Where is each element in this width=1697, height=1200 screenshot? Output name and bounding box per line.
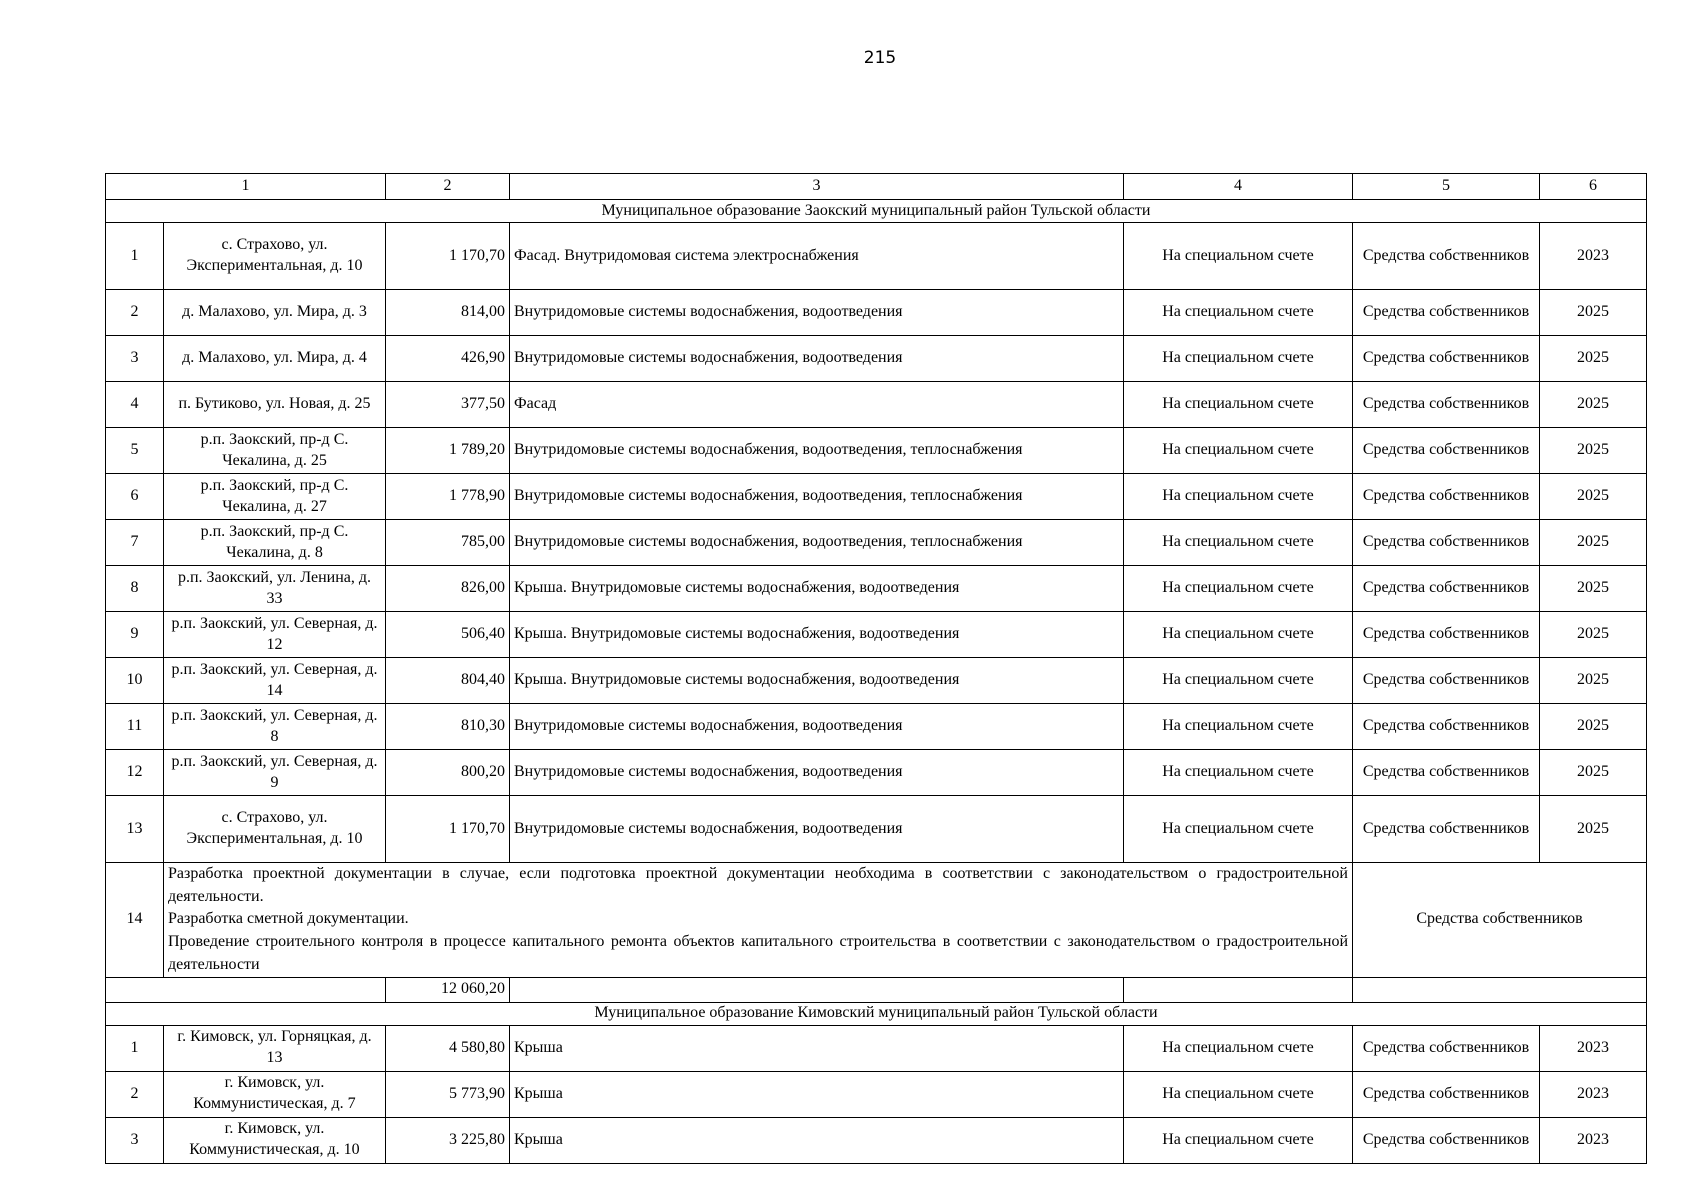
amount-cell: 800,20 [386, 750, 510, 796]
year-cell: 2025 [1540, 704, 1647, 750]
row-number: 2 [106, 1071, 164, 1117]
works-cell: Внутридомовые системы водоснабжения, водоотведения [510, 336, 1124, 382]
method-cell: На специальном счете [1124, 1071, 1353, 1117]
table-row [106, 223, 1647, 290]
row-number: 4 [106, 382, 164, 428]
source-cell: Средства собственников [1353, 290, 1540, 336]
source-cell: Средства собственников [1353, 1025, 1540, 1071]
year-cell: 2025 [1540, 520, 1647, 566]
amount-cell: 810,30 [386, 704, 510, 750]
address-cell: г. Кимовск, ул. Горняцкая, д. 13 [164, 1025, 386, 1071]
source-cell: Средства собственников [1353, 750, 1540, 796]
note-row [106, 863, 1647, 978]
works-cell: Внутридомовые системы водоснабжения, водоотведения, теплоснабжения [510, 474, 1124, 520]
address-cell: д. Малахово, ул. Мира, д. 4 [164, 336, 386, 382]
empty-cell [1353, 977, 1647, 1002]
amount-cell: 506,40 [386, 612, 510, 658]
table-row [106, 658, 1647, 704]
amount-cell: 785,00 [386, 520, 510, 566]
source-cell: Средства собственников [1353, 658, 1540, 704]
year-cell: 2025 [1540, 382, 1647, 428]
note-line: Проведение строительного контроля в процессе капитального ремонта объектов капитального строительства в соответствии с законодательством о градостроительной деятельности [168, 933, 1348, 973]
year-cell: 2025 [1540, 428, 1647, 474]
table-row [106, 566, 1647, 612]
table-row [106, 796, 1647, 863]
empty-cell [510, 977, 1124, 1002]
empty-cell [1124, 977, 1353, 1002]
amount-cell: 426,90 [386, 336, 510, 382]
method-cell: На специальном счете [1124, 520, 1353, 566]
row-number: 8 [106, 566, 164, 612]
amount-cell: 804,40 [386, 658, 510, 704]
works-cell: Внутридомовые системы водоснабжения, водоотведения [510, 290, 1124, 336]
source-cell: Средства собственников [1353, 1071, 1540, 1117]
header-cell: 5 [1353, 174, 1540, 200]
works-cell: Крыша. Внутридомовые системы водоснабжения, водоотведения [510, 658, 1124, 704]
year-cell: 2023 [1540, 1025, 1647, 1071]
source-cell: Средства собственников [1353, 428, 1540, 474]
section-title: Муниципальное образование Заокский муниципальный район Тульской области [106, 200, 1647, 223]
table-row [106, 1117, 1647, 1163]
note-source: Средства собственников [1353, 863, 1647, 978]
year-cell: 2025 [1540, 290, 1647, 336]
method-cell: На специальном счете [1124, 750, 1353, 796]
row-number: 11 [106, 704, 164, 750]
source-cell: Средства собственников [1353, 796, 1540, 863]
note-text [164, 863, 1353, 978]
year-cell: 2025 [1540, 336, 1647, 382]
amount-cell: 3 225,80 [386, 1117, 510, 1163]
year-cell: 2025 [1540, 750, 1647, 796]
address-cell: р.п. Заокский, пр-д С. Чекалина, д. 8 [164, 520, 386, 566]
address-cell: с. Страхово, ул. Экспериментальная, д. 10 [164, 796, 386, 863]
total-amount: 12 060,20 [386, 977, 510, 1002]
method-cell: На специальном счете [1124, 796, 1353, 863]
source-cell: Средства собственников [1353, 382, 1540, 428]
works-cell: Фасад [510, 382, 1124, 428]
method-cell: На специальном счете [1124, 1025, 1353, 1071]
works-cell: Крыша [510, 1117, 1124, 1163]
year-cell: 2025 [1540, 796, 1647, 863]
section-title: Муниципальное образование Кимовский муниципальный район Тульской области [106, 1002, 1647, 1025]
total-label-cell [106, 977, 386, 1002]
section-header-row [106, 1002, 1647, 1025]
address-cell: г. Кимовск, ул. Коммунистическая, д. 7 [164, 1071, 386, 1117]
address-cell: п. Бутиково, ул. Новая, д. 25 [164, 382, 386, 428]
row-number: 6 [106, 474, 164, 520]
total-row [106, 977, 1647, 1002]
source-cell: Средства собственников [1353, 223, 1540, 290]
source-cell: Средства собственников [1353, 566, 1540, 612]
row-number: 5 [106, 428, 164, 474]
table-row [106, 704, 1647, 750]
row-number: 1 [106, 1025, 164, 1071]
address-cell: р.п. Заокский, ул. Северная, д. 8 [164, 704, 386, 750]
row-number: 12 [106, 750, 164, 796]
amount-cell: 377,50 [386, 382, 510, 428]
header-cell: 2 [386, 174, 510, 200]
source-cell: Средства собственников [1353, 336, 1540, 382]
amount-cell: 5 773,90 [386, 1071, 510, 1117]
row-number: 9 [106, 612, 164, 658]
method-cell: На специальном счете [1124, 223, 1353, 290]
row-number: 2 [106, 290, 164, 336]
works-cell: Внутридомовые системы водоснабжения, водоотведения [510, 704, 1124, 750]
table-row [106, 520, 1647, 566]
header-cell: 3 [510, 174, 1124, 200]
section-header-row [106, 200, 1647, 223]
table-row [106, 1025, 1647, 1071]
row-number: 14 [106, 863, 164, 978]
amount-cell: 1 778,90 [386, 474, 510, 520]
source-cell: Средства собственников [1353, 474, 1540, 520]
method-cell: На специальном счете [1124, 428, 1353, 474]
header-cell: 6 [1540, 174, 1647, 200]
amount-cell: 1 789,20 [386, 428, 510, 474]
year-cell: 2025 [1540, 658, 1647, 704]
works-cell: Внутридомовые системы водоснабжения, водоотведения [510, 750, 1124, 796]
amount-cell: 814,00 [386, 290, 510, 336]
header-cell: 4 [1124, 174, 1353, 200]
table-row [106, 474, 1647, 520]
year-cell: 2025 [1540, 474, 1647, 520]
method-cell: На специальном счете [1124, 290, 1353, 336]
row-number: 10 [106, 658, 164, 704]
works-cell: Фасад. Внутридомовая система электроснабжения [510, 223, 1124, 290]
amount-cell: 4 580,80 [386, 1025, 510, 1071]
method-cell: На специальном счете [1124, 704, 1353, 750]
works-cell: Крыша. Внутридомовые системы водоснабжения, водоотведения [510, 566, 1124, 612]
year-cell: 2025 [1540, 566, 1647, 612]
works-cell: Внутридомовые системы водоснабжения, водоотведения, теплоснабжения [510, 520, 1124, 566]
row-number: 13 [106, 796, 164, 863]
header-row [106, 174, 1647, 200]
source-cell: Средства собственников [1353, 1117, 1540, 1163]
method-cell: На специальном счете [1124, 612, 1353, 658]
address-cell: р.п. Заокский, пр-д С. Чекалина, д. 27 [164, 474, 386, 520]
source-cell: Средства собственников [1353, 612, 1540, 658]
row-number: 7 [106, 520, 164, 566]
address-cell: р.п. Заокский, ул. Северная, д. 14 [164, 658, 386, 704]
year-cell: 2025 [1540, 612, 1647, 658]
works-cell: Крыша [510, 1025, 1124, 1071]
address-cell: р.п. Заокский, ул. Северная, д. 9 [164, 750, 386, 796]
address-cell: с. Страхово, ул. Экспериментальная, д. 10 [164, 223, 386, 290]
table-row [106, 336, 1647, 382]
address-cell: д. Малахово, ул. Мира, д. 3 [164, 290, 386, 336]
year-cell: 2023 [1540, 223, 1647, 290]
amount-cell: 1 170,70 [386, 796, 510, 863]
source-cell: Средства собственников [1353, 520, 1540, 566]
method-cell: На специальном счете [1124, 1117, 1353, 1163]
table-row [106, 428, 1647, 474]
address-cell: р.п. Заокский, пр-д С. Чекалина, д. 25 [164, 428, 386, 474]
table-row [106, 612, 1647, 658]
works-cell: Внутридомовые системы водоснабжения, водоотведения [510, 796, 1124, 863]
amount-cell: 826,00 [386, 566, 510, 612]
works-cell: Внутридомовые системы водоснабжения, водоотведения, теплоснабжения [510, 428, 1124, 474]
works-cell: Крыша [510, 1071, 1124, 1117]
method-cell: На специальном счете [1124, 382, 1353, 428]
note-line: Разработка проектной документации в случае, если подготовка проектной документации необходима в соответствии с законодательством о градостроительной деятельности. [168, 865, 1348, 905]
amount-cell: 1 170,70 [386, 223, 510, 290]
row-number: 3 [106, 1117, 164, 1163]
source-cell: Средства собственников [1353, 704, 1540, 750]
address-cell: р.п. Заокский, ул. Северная, д. 12 [164, 612, 386, 658]
address-cell: г. Кимовск, ул. Коммунистическая, д. 10 [164, 1117, 386, 1163]
year-cell: 2023 [1540, 1071, 1647, 1117]
table-row [106, 1071, 1647, 1117]
repair-table [105, 173, 1647, 1164]
table-row [106, 290, 1647, 336]
method-cell: На специальном счете [1124, 658, 1353, 704]
page-number: 215 [863, 48, 897, 68]
table-row [106, 382, 1647, 428]
method-cell: На специальном счете [1124, 336, 1353, 382]
note-line: Разработка сметной документации. [168, 910, 409, 928]
table-row [106, 750, 1647, 796]
row-number: 3 [106, 336, 164, 382]
address-cell: р.п. Заокский, ул. Ленина, д. 33 [164, 566, 386, 612]
header-cell: 1 [106, 174, 386, 200]
method-cell: На специальном счете [1124, 566, 1353, 612]
row-number: 1 [106, 223, 164, 290]
works-cell: Крыша. Внутридомовые системы водоснабжения, водоотведения [510, 612, 1124, 658]
method-cell: На специальном счете [1124, 474, 1353, 520]
year-cell: 2023 [1540, 1117, 1647, 1163]
